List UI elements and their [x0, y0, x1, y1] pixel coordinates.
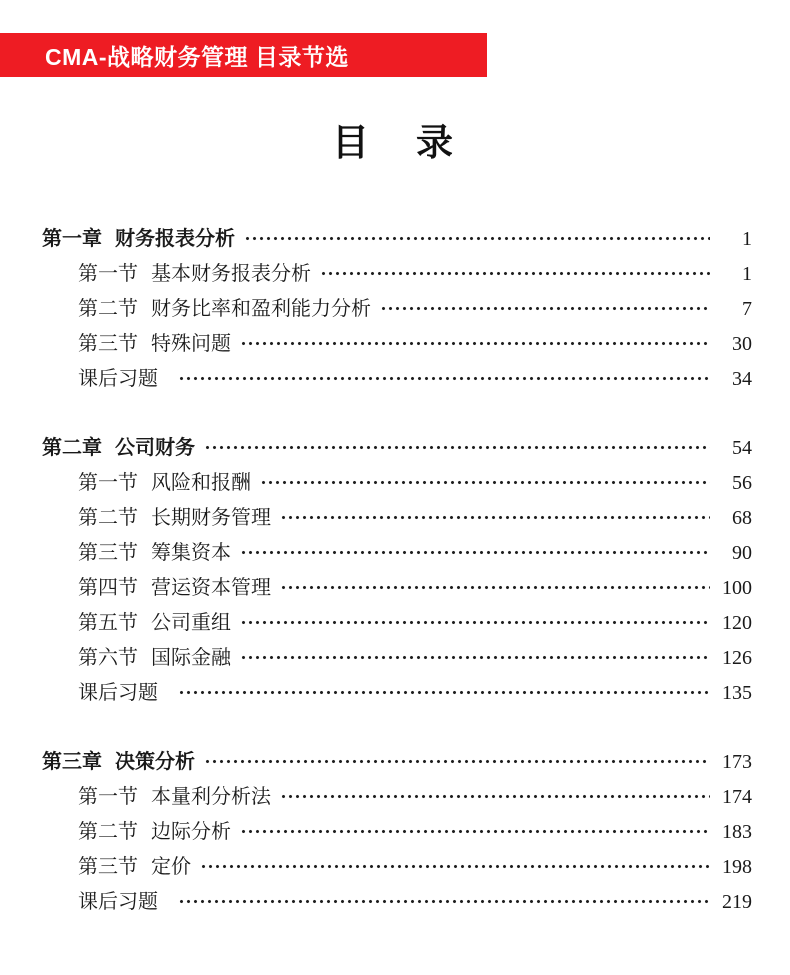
- section-number: 第四节: [78, 577, 138, 599]
- toc-section-row: [42, 536, 752, 571]
- dot-leader: [260, 466, 710, 501]
- toc-section-row: [42, 606, 752, 641]
- dot-leader: [178, 885, 710, 920]
- toc-chapter-row: [42, 431, 752, 466]
- chapter-title: 财务报表分析: [115, 228, 235, 250]
- section-title: 国际金融: [151, 647, 231, 669]
- banner-title: CMA-战略财务管理 目录节选: [45, 43, 349, 70]
- section-number: 第二节: [78, 507, 138, 529]
- page-number: 120: [722, 612, 752, 634]
- header-banner: [0, 33, 487, 77]
- dot-leader: [280, 780, 710, 815]
- dot-leader: [240, 815, 710, 850]
- toc-section-row: [42, 501, 752, 536]
- page-number: 126: [722, 647, 752, 669]
- section-title: 基本财务报表分析: [151, 263, 311, 285]
- section-number: 第三节: [78, 856, 138, 878]
- page-number: 1: [742, 228, 752, 250]
- section-title: 公司重组: [151, 612, 231, 634]
- dot-leader: [280, 571, 710, 606]
- dot-leader: [204, 431, 710, 466]
- section-number: 第五节: [78, 612, 138, 634]
- section-number: 第三节: [78, 333, 138, 355]
- section-title: 边际分析: [151, 821, 231, 843]
- section-number: 第二节: [78, 821, 138, 843]
- dot-leader: [320, 257, 710, 292]
- dot-leader: [178, 676, 710, 711]
- chapter-title: 决策分析: [115, 751, 195, 773]
- section-number: 第二节: [78, 298, 138, 320]
- dot-leader: [244, 222, 710, 257]
- page-number: 174: [722, 786, 752, 808]
- toc-homework-row: [42, 676, 752, 711]
- dot-leader: [240, 327, 710, 362]
- toc-section-row: [42, 780, 752, 815]
- section-title: 营运资本管理: [151, 577, 271, 599]
- section-title: 财务比率和盈利能力分析: [151, 298, 371, 320]
- page-number: 183: [722, 821, 752, 843]
- toc-section-row: [42, 571, 752, 606]
- page-number: 100: [722, 577, 752, 599]
- page-number: 68: [732, 507, 752, 529]
- toc-homework-row: [42, 362, 752, 397]
- toc-section-row: [42, 641, 752, 676]
- dot-leader: [240, 536, 710, 571]
- toc-page-title: 目 录: [332, 123, 458, 164]
- page-number: 135: [722, 682, 752, 704]
- chapter-group-1: [42, 222, 752, 397]
- page-number: 90: [732, 542, 752, 564]
- table-of-contents: [42, 222, 752, 920]
- toc-homework-row: [42, 885, 752, 920]
- section-number: 第三节: [78, 542, 138, 564]
- toc-chapter-row: [42, 745, 752, 780]
- page-number: 173: [722, 751, 752, 773]
- page-number: 30: [732, 333, 752, 355]
- section-title: 定价: [151, 856, 191, 878]
- section-number: 第一节: [78, 472, 138, 494]
- toc-section-row: [42, 327, 752, 362]
- page-number: 34: [732, 368, 752, 390]
- dot-leader: [280, 501, 710, 536]
- dot-leader: [204, 745, 710, 780]
- section-title: 特殊问题: [151, 333, 231, 355]
- homework-label: 课后习题: [78, 891, 158, 913]
- page-number: 54: [732, 437, 752, 459]
- homework-label: 课后习题: [78, 368, 158, 390]
- chapter-number: 第一章: [42, 228, 102, 250]
- dot-leader: [178, 362, 710, 397]
- dot-leader: [240, 641, 710, 676]
- page-number: 7: [742, 298, 752, 320]
- section-number: 第一节: [78, 786, 138, 808]
- chapter-group-3: [42, 745, 752, 920]
- section-title: 风险和报酬: [151, 472, 251, 494]
- section-title: 本量利分析法: [151, 786, 271, 808]
- homework-label: 课后习题: [78, 682, 158, 704]
- dot-leader: [240, 606, 710, 641]
- section-title: 筹集资本: [151, 542, 231, 564]
- chapter-group-2: [42, 431, 752, 711]
- page-number: 1: [742, 263, 752, 285]
- page-number: 219: [722, 891, 752, 913]
- toc-section-row: [42, 292, 752, 327]
- toc-section-row: [42, 850, 752, 885]
- page-number: 56: [732, 472, 752, 494]
- page-number: 198: [722, 856, 752, 878]
- chapter-number: 第三章: [42, 751, 102, 773]
- section-number: 第六节: [78, 647, 138, 669]
- toc-section-row: [42, 257, 752, 292]
- section-title: 长期财务管理: [151, 507, 271, 529]
- toc-section-row: [42, 815, 752, 850]
- toc-chapter-row: [42, 222, 752, 257]
- section-number: 第一节: [78, 263, 138, 285]
- dot-leader: [380, 292, 710, 327]
- toc-section-row: [42, 466, 752, 501]
- chapter-title: 公司财务: [115, 437, 195, 459]
- chapter-number: 第二章: [42, 437, 102, 459]
- dot-leader: [200, 850, 710, 885]
